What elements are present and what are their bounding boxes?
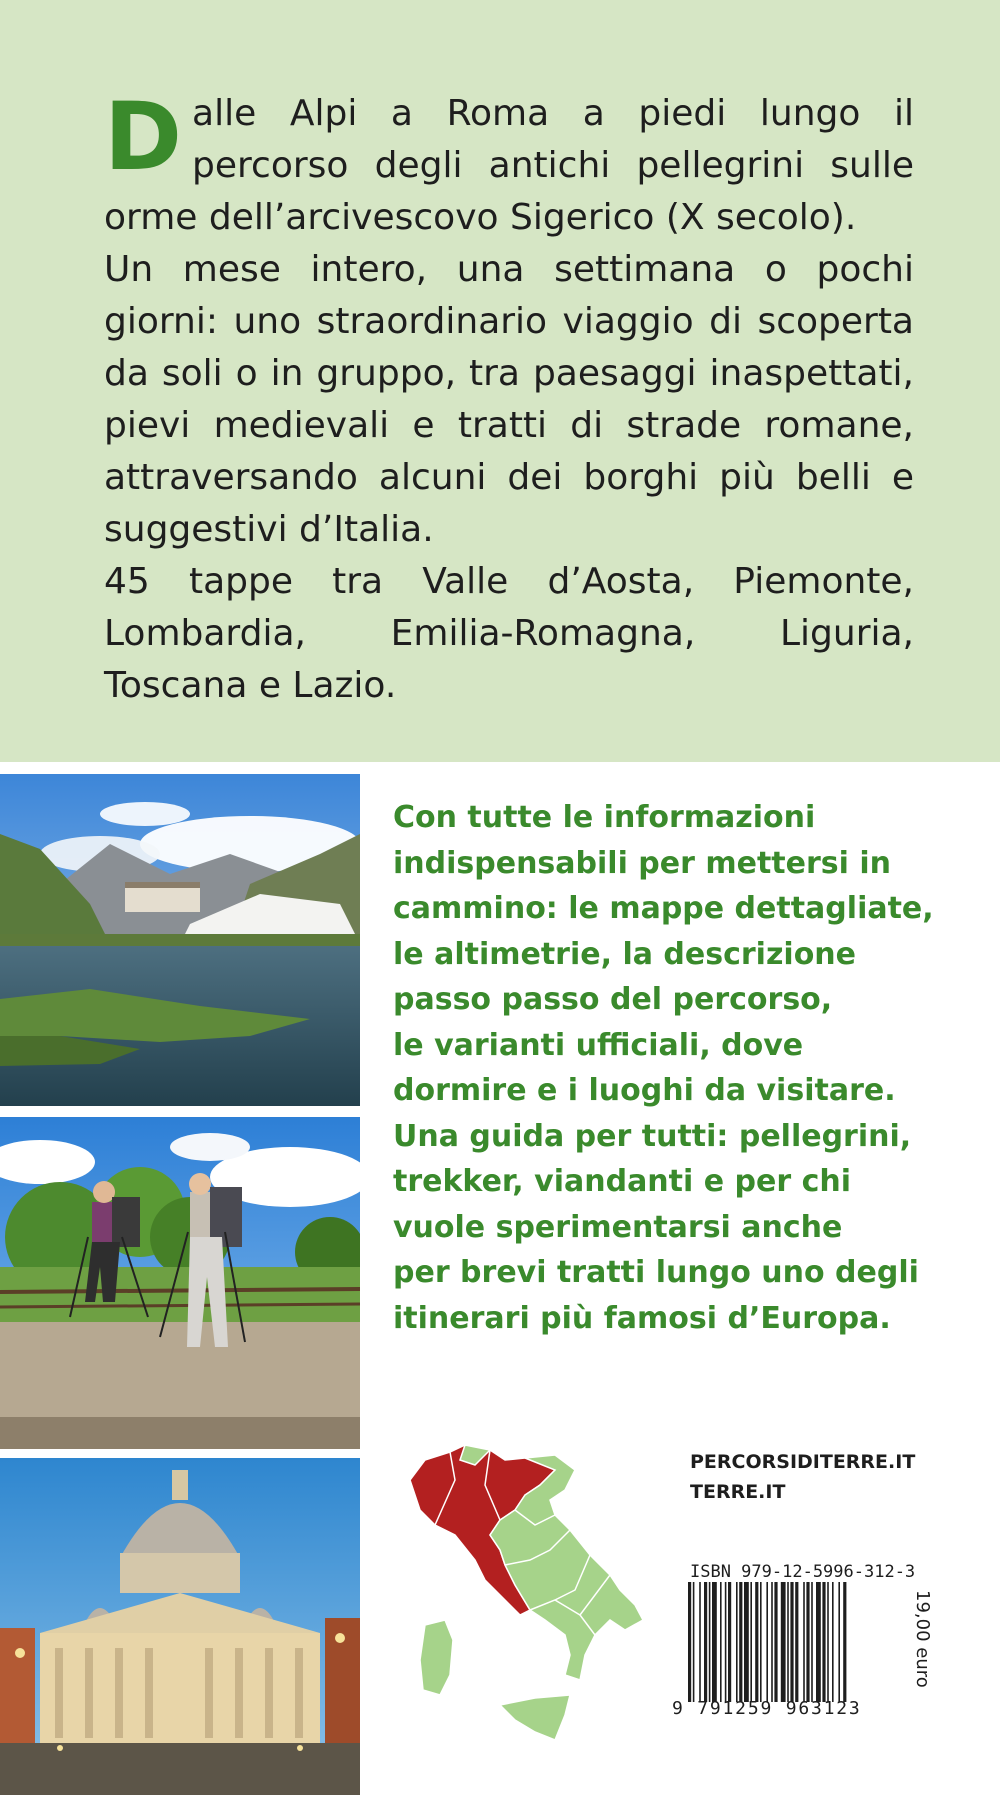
features-line: itinerari più famosi d’Europa. — [393, 1300, 891, 1336]
barcode-bar — [827, 1582, 829, 1702]
barcode-bar — [787, 1582, 789, 1702]
intro-text — [104, 83, 914, 712]
price-label: 19,00 euro — [912, 1590, 933, 1688]
barcode-bar — [771, 1582, 773, 1702]
barcode-bar — [766, 1582, 768, 1702]
barcode-bar — [811, 1582, 813, 1702]
barcode-bar — [728, 1582, 731, 1702]
barcode-bar — [699, 1582, 701, 1702]
photo-basilica — [0, 1458, 360, 1795]
features-line: indispensabili per mettersi in — [393, 845, 892, 881]
barcode-bar — [806, 1582, 809, 1702]
photo-hikers — [0, 1117, 360, 1449]
barcode-bar — [832, 1582, 834, 1702]
features-line: trekker, viandanti e per chi — [393, 1164, 852, 1199]
intro-paragraph-2: Un mese intero, una settimana o pochi giorni: uno straordinario viaggio di scoperta da soli o in gruppo, tra paesaggi inaspettati, pievi medievali e tratti di strade romane, attraversando alcuni dei borghi più belli e suggestivi d’Italia. — [104, 249, 914, 550]
features-line: vuole sperimentarsi anche — [393, 1209, 843, 1245]
barcode-bar — [790, 1582, 793, 1702]
features-line: le varianti ufficiali, dove — [393, 1027, 804, 1063]
drop-cap: D — [104, 83, 183, 192]
barcode-bar — [760, 1582, 762, 1702]
site-links — [690, 1447, 915, 1507]
barcode-bar — [688, 1582, 691, 1702]
intro-paragraph-1 — [104, 83, 914, 244]
features-line: cammino: le mappe dettagliate, — [393, 891, 934, 926]
barcode-bar — [803, 1582, 805, 1702]
barcode-bar — [720, 1582, 722, 1702]
barcode-bar — [704, 1582, 707, 1702]
intro-paragraph-3: 45 tappe tra Valle d’Aosta, Piemonte, Lombardia, Emilia-Romagna, Liguria, Toscana e Lazio. — [104, 561, 914, 706]
barcode-bar — [725, 1582, 727, 1702]
features-line: le altimetrie, la descrizione — [393, 936, 857, 972]
barcode-bar — [736, 1582, 738, 1702]
intro-paragraph-1-text: alle Alpi a Roma a piedi lungo il percorso degli antichi pellegrini sulle orme dell’arcivescovo Sigerico (X secolo). — [104, 93, 914, 238]
barcode-digits: 9 791259 963123 — [672, 1698, 862, 1719]
photo-alpine-lake — [0, 774, 360, 1106]
barcode-bar — [843, 1582, 846, 1702]
features-line: Con tutte le informazioni — [393, 800, 816, 835]
barcode-bar — [693, 1582, 695, 1702]
barcode — [686, 1582, 911, 1702]
barcode-bar — [709, 1582, 711, 1702]
barcode-bar — [739, 1582, 742, 1702]
features-line: dormire e i luoghi da visitare. — [393, 1073, 896, 1108]
italy-map — [405, 1440, 645, 1760]
barcode-bar — [838, 1582, 840, 1702]
barcode-bar — [816, 1582, 821, 1702]
barcode-bar — [781, 1582, 786, 1702]
barcode-bar — [755, 1582, 758, 1702]
features-text — [393, 795, 983, 1341]
barcode-bar — [822, 1582, 825, 1702]
barcode-bar — [795, 1582, 798, 1702]
site-link-percorsiditerre[interactable]: PERCORSIDITERRE.IT — [690, 1451, 916, 1473]
barcode-bar — [750, 1582, 752, 1702]
site-link-terre[interactable]: TERRE.IT — [690, 1481, 786, 1503]
features-line: Una guida per tutti: pellegrini, — [393, 1118, 912, 1154]
barcode-bar — [774, 1582, 777, 1702]
barcode-bar — [712, 1582, 717, 1702]
features-line: passo passo del percorso, — [393, 982, 833, 1017]
features-line: per brevi tratti lungo uno degli — [393, 1255, 919, 1290]
intro-panel — [0, 0, 1000, 762]
barcode-bar — [744, 1582, 749, 1702]
isbn-label: ISBN 979-12-5996-312-3 — [690, 1562, 916, 1582]
